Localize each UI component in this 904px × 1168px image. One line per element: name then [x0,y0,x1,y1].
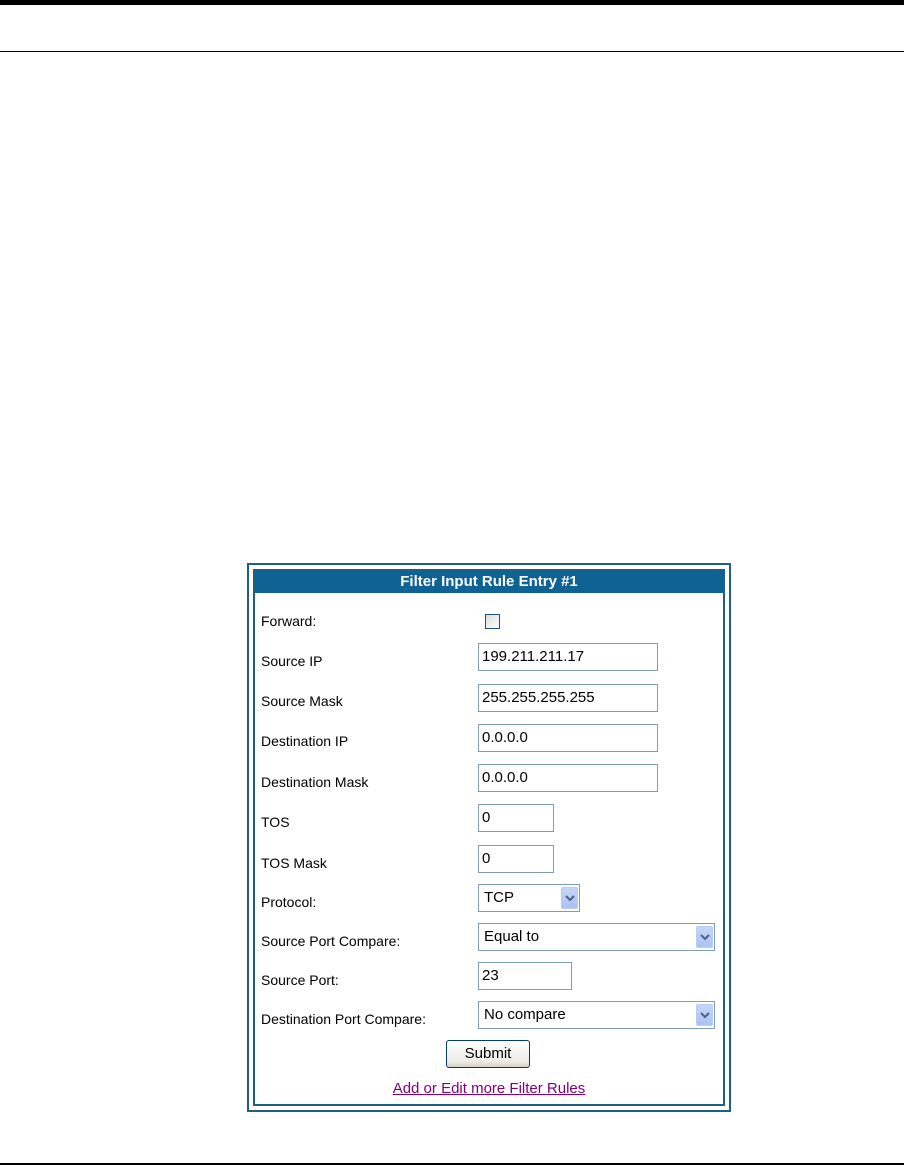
filter-rule-panel [247,563,731,1112]
protocol-select[interactable] [478,884,580,912]
tos-mask-label: TOS Mask [261,855,327,871]
top-rule [0,0,904,5]
destination-port-compare-select[interactable] [478,1001,715,1029]
destination-port-compare-value: No compare [484,1006,566,1023]
footer-rule [0,1163,904,1165]
forward-checkbox[interactable] [485,614,500,629]
source-port-compare-dropdown-button[interactable] [696,926,713,948]
destination-ip-input[interactable]: 0.0.0.0 [478,724,658,752]
destination-port-compare-dropdown-button[interactable] [696,1004,713,1026]
protocol-dropdown-button[interactable] [561,887,578,909]
forward-label: Forward: [261,613,317,629]
source-port-compare-select[interactable] [478,923,715,951]
filter-rule-form [253,569,725,1106]
protocol-label: Protocol: [261,894,317,910]
destination-mask-input[interactable]: 0.0.0.0 [478,764,658,792]
header-rule [0,51,904,52]
chevron-down-icon [700,1012,710,1019]
panel-title: Filter Input Rule Entry #1 [255,571,723,593]
source-ip-label: Source IP [261,653,323,669]
source-port-input[interactable]: 23 [478,962,572,990]
chevron-down-icon [700,934,710,941]
source-mask-label: Source Mask [261,693,343,709]
destination-port-compare-label: Destination Port Compare: [261,1011,426,1027]
source-ip-input[interactable]: 199.211.211.17 [478,643,658,671]
protocol-select-value: TCP [484,889,514,906]
chevron-down-icon [565,895,575,902]
add-edit-filter-rules-link[interactable]: Add or Edit more Filter Rules [392,1080,586,1097]
tos-input[interactable]: 0 [478,804,554,832]
source-port-compare-label: Source Port Compare: [261,933,401,949]
source-port-label: Source Port: [261,972,339,988]
tos-mask-input[interactable]: 0 [478,845,554,873]
tos-label: TOS [261,814,290,830]
destination-mask-label: Destination Mask [261,774,369,790]
source-port-compare-value: Equal to [484,928,540,945]
submit-button[interactable]: Submit [446,1040,530,1068]
source-mask-input[interactable]: 255.255.255.255 [478,684,658,712]
destination-ip-label: Destination IP [261,733,349,749]
